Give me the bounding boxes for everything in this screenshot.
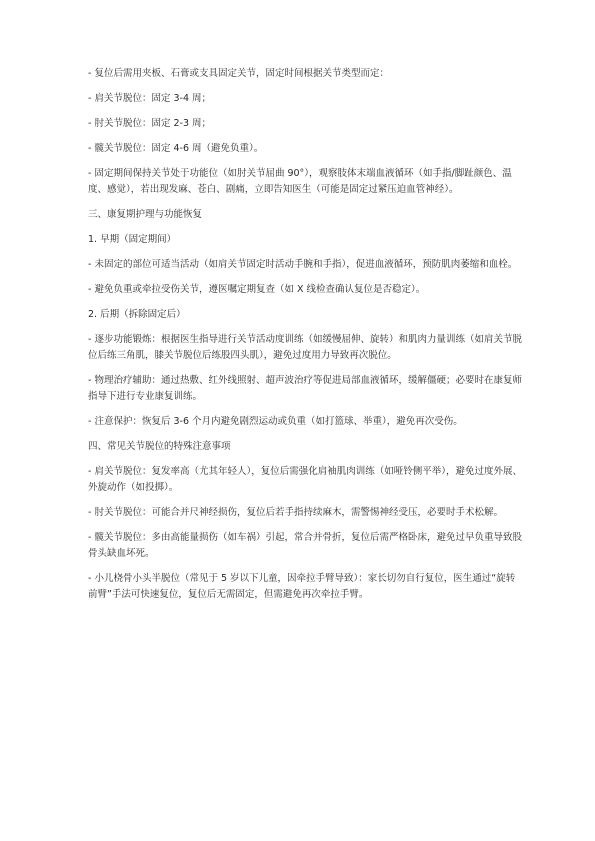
subheading-late-stage: 2. 后期（拆除固定后） (88, 309, 186, 320)
pediatric-radial-head-note: - 小儿桡骨小头半脱位（常见于 5 岁以下儿童，因牵拉手臂导致）：家长切勿自行复位，医生通过“旋转前臂”手法可快速复位，复位后无需固定，但需避免再次牵拉手臂。 (88, 573, 516, 600)
elbow-fixation-item: - 肘关节脱位：固定 2-3 周； (88, 118, 212, 129)
section-heading-rehab: 三、康复期护理与功能恢复 (88, 209, 203, 220)
late-stage-exercise-item: - 逐步功能锻炼：根据医生指导进行关节活动度训练（如缓慢屈伸、旋转）和肌肉力量训练（如肩关节脱位后练三角肌，膝关节脱位后练股四头肌），避免过度用力导致再次脱位。 (88, 334, 522, 361)
hip-fixation-item: - 髋关节脱位：固定 4-6 周（避免负重）。 (88, 143, 264, 154)
early-stage-activity-item: - 未固定的部位可适当活动（如肩关节固定时活动手腕和手指），促进血液循环，预防肌肉萎缩和血栓。 (88, 259, 518, 270)
fixation-intro-paragraph: - 复位后需用夹板、石膏或支具固定关节，固定时间根据关节类型而定： (88, 68, 389, 79)
early-stage-avoid-load-item: - 避免负重或牵拉受伤关节，遵医嘱定期复查（如 X 线检查确认复位是否稳定）。 (88, 284, 426, 295)
subheading-early-stage: 1. 早期（固定期间） (88, 234, 177, 245)
shoulder-fixation-item: - 肩关节脱位：固定 3-4 周； (88, 93, 212, 104)
hip-dislocation-note: - 髋关节脱位：多由高能量损伤（如车祸）引起，常合并骨折，复位后需严格卧床，避免过早负重导致股骨头缺血坏死。 (88, 532, 522, 559)
late-stage-protection-item: - 注意保护：恢复后 3-6 个月内避免剧烈运动或负重（如打篮球、举重），避免再次受伤。 (88, 416, 463, 427)
late-stage-physio-item: - 物理治疗辅助：通过热敷、红外线照射、超声波治疗等促进局部血液循环，缓解僵硬；必要时在康复师指导下进行专业康复训练。 (88, 375, 522, 402)
shoulder-dislocation-note: - 肩关节脱位：复发率高（尤其年轻人），复位后需强化肩袖肌肉训练（如哑铃侧平举），避免过度外展、外旋动作（如投掷）。 (88, 466, 522, 493)
function-position-paragraph: - 固定期间保持关节处于功能位（如肘关节屈曲 90°），观察肢体末端血液循环（如手指/脚趾颜色、温度、感觉），若出现发麻、苍白、剧痛，立即告知医生（可能是固定过紧压迫血管神经）。 (88, 168, 512, 195)
elbow-dislocation-note: - 肘关节脱位：可能合并尺神经损伤，复位后若手指持续麻木，需警惕神经受压，必要时手术松解。 (88, 507, 503, 518)
document-page (88, 66, 524, 612)
section-heading-special-notes: 四、常见关节脱位的特殊注意事项 (88, 441, 231, 452)
